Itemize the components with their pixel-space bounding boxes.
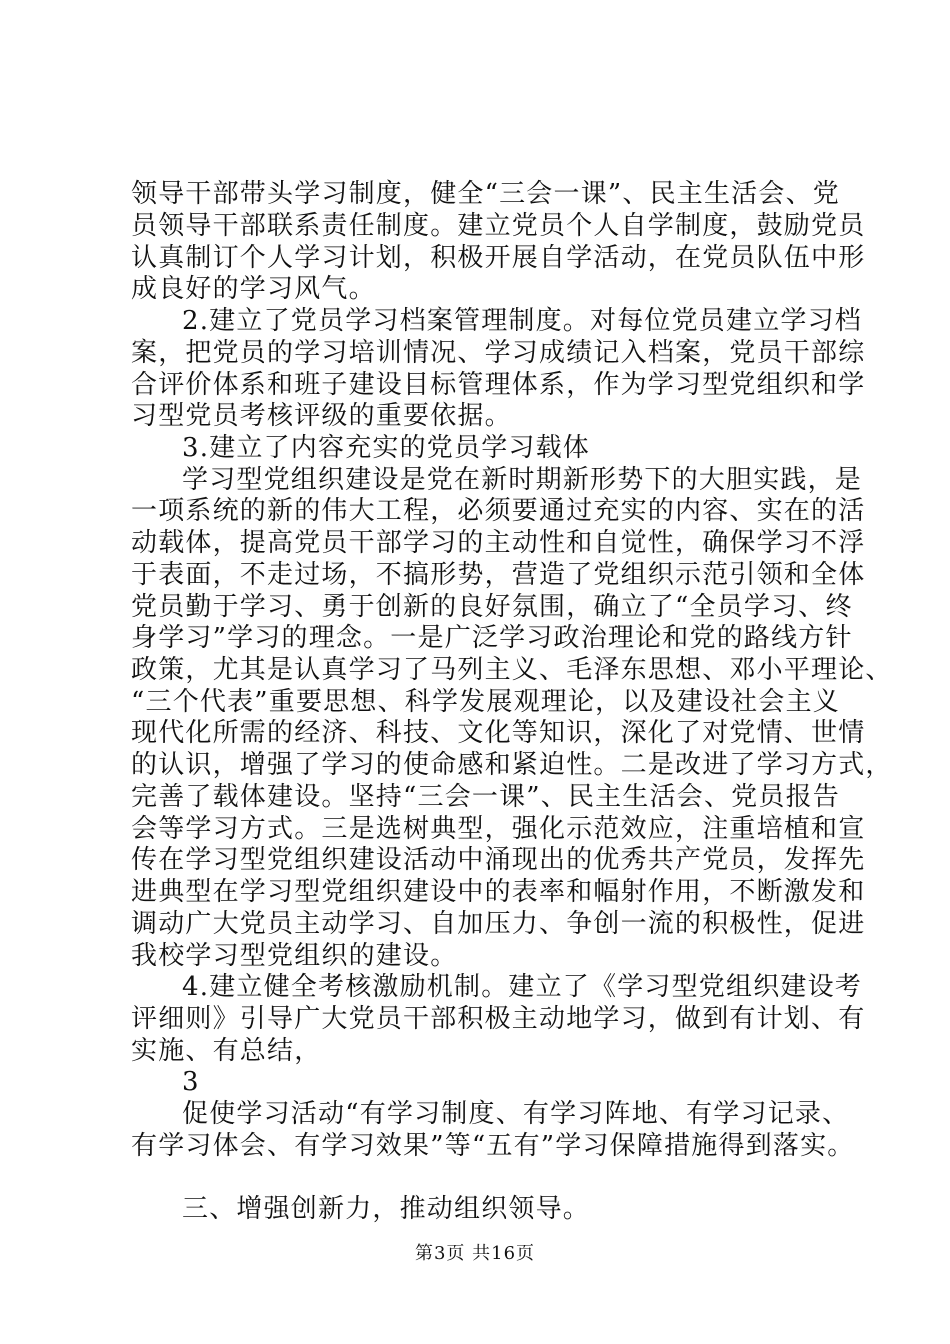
body-text-line: 成良好的学习风气。 [131, 274, 376, 304]
section-heading: 三、增强创新力，推动组织领导。 [182, 1194, 591, 1224]
body-text-line: 现代化所需的经济、科技、文化等知识，深化了对党情、世情 [131, 718, 866, 748]
body-text-line: 案，把党员的学习培训情况、学习成绩记入档案，党员干部综 [131, 338, 866, 368]
body-text-line: 党员勤于学习、勇于创新的良好氛围，确立了“全员学习、终 [131, 592, 853, 622]
body-text-line: 2.建立了党员学习档案管理制度。对每位党员建立学习档 [182, 306, 863, 336]
body-text-line: 调动广大党员主动学习、自加压力、争创一流的积极性，促进 [131, 909, 866, 939]
body-text-line: 一项系统的新的伟大工程，必须要通过充实的内容、实在的活 [131, 496, 866, 526]
body-text-line: 促使学习活动“有学习制度、有学习阵地、有学习记录、 [182, 1099, 850, 1129]
body-text-line: 实施、有总结， [131, 1036, 322, 1066]
body-text-line: 传在学习型党组织建设活动中涌现出的优秀共产党员，发挥先 [131, 845, 866, 875]
body-text-line: 3.建立了内容充实的党员学习载体 [182, 433, 591, 463]
body-text-line: 动载体，提高党员干部学习的主动性和自觉性，确保学习不浮 [131, 528, 866, 558]
body-text-line: 认真制订个人学习计划，积极开展自学活动，在党员队伍中形 [131, 243, 866, 273]
page-footer: 第3页 共16页 [414, 1243, 536, 1264]
body-text-line: 政策，尤其是认真学习了马列主义、毛泽东思想、邓小平理论、 [131, 655, 893, 685]
body-text-line: 完善了载体建设。坚持“三会一课”、民主生活会、党员报告 [131, 782, 840, 812]
body-text-line: 有学习体会、有学习效果”等“五有”学习保障措施得到落实。 [131, 1131, 855, 1161]
body-text-line: 会等学习方式。三是选树典型，强化示范效应，注重培植和宣 [131, 814, 866, 844]
body-text-line: 习型党员考核评级的重要依据。 [131, 401, 512, 431]
body-text-line: 领导干部带头学习制度，健全“三会一课”、民主生活会、党 [131, 179, 840, 209]
inline-page-number: 3 [182, 1067, 200, 1097]
body-text-line: “三个代表”重要思想、科学发展观理论，以及建设社会主义 [131, 687, 840, 717]
body-text-line: 4.建立健全考核激励机制。建立了《学习型党组织建设考 [182, 972, 863, 1002]
body-text-line: 身学习”学习的理念。一是广泛学习政治理论和党的路线方针 [131, 623, 853, 653]
body-text-line: 评细则》引导广大党员干部积极主动地学习，做到有计划、有 [131, 1004, 866, 1034]
body-text-line: 进典型在学习型党组织建设中的表率和幅射作用，不断激发和 [131, 877, 866, 907]
body-text-line: 员领导干部联系责任制度。建立党员个人自学制度，鼓励党员 [131, 211, 866, 241]
body-text-line: 学习型党组织建设是党在新时期新形势下的大胆实践，是 [182, 465, 863, 495]
body-text-line: 的认识，增强了学习的使命感和紧迫性。二是改进了学习方式， [131, 750, 893, 780]
body-text-line: 合评价体系和班子建设目标管理体系，作为学习型党组织和学 [131, 370, 866, 400]
body-text-line: 我校学习型党组织的建设。 [131, 941, 458, 971]
body-text-line: 于表面，不走过场，不搞形势，营造了党组织示范引领和全体 [131, 560, 866, 590]
